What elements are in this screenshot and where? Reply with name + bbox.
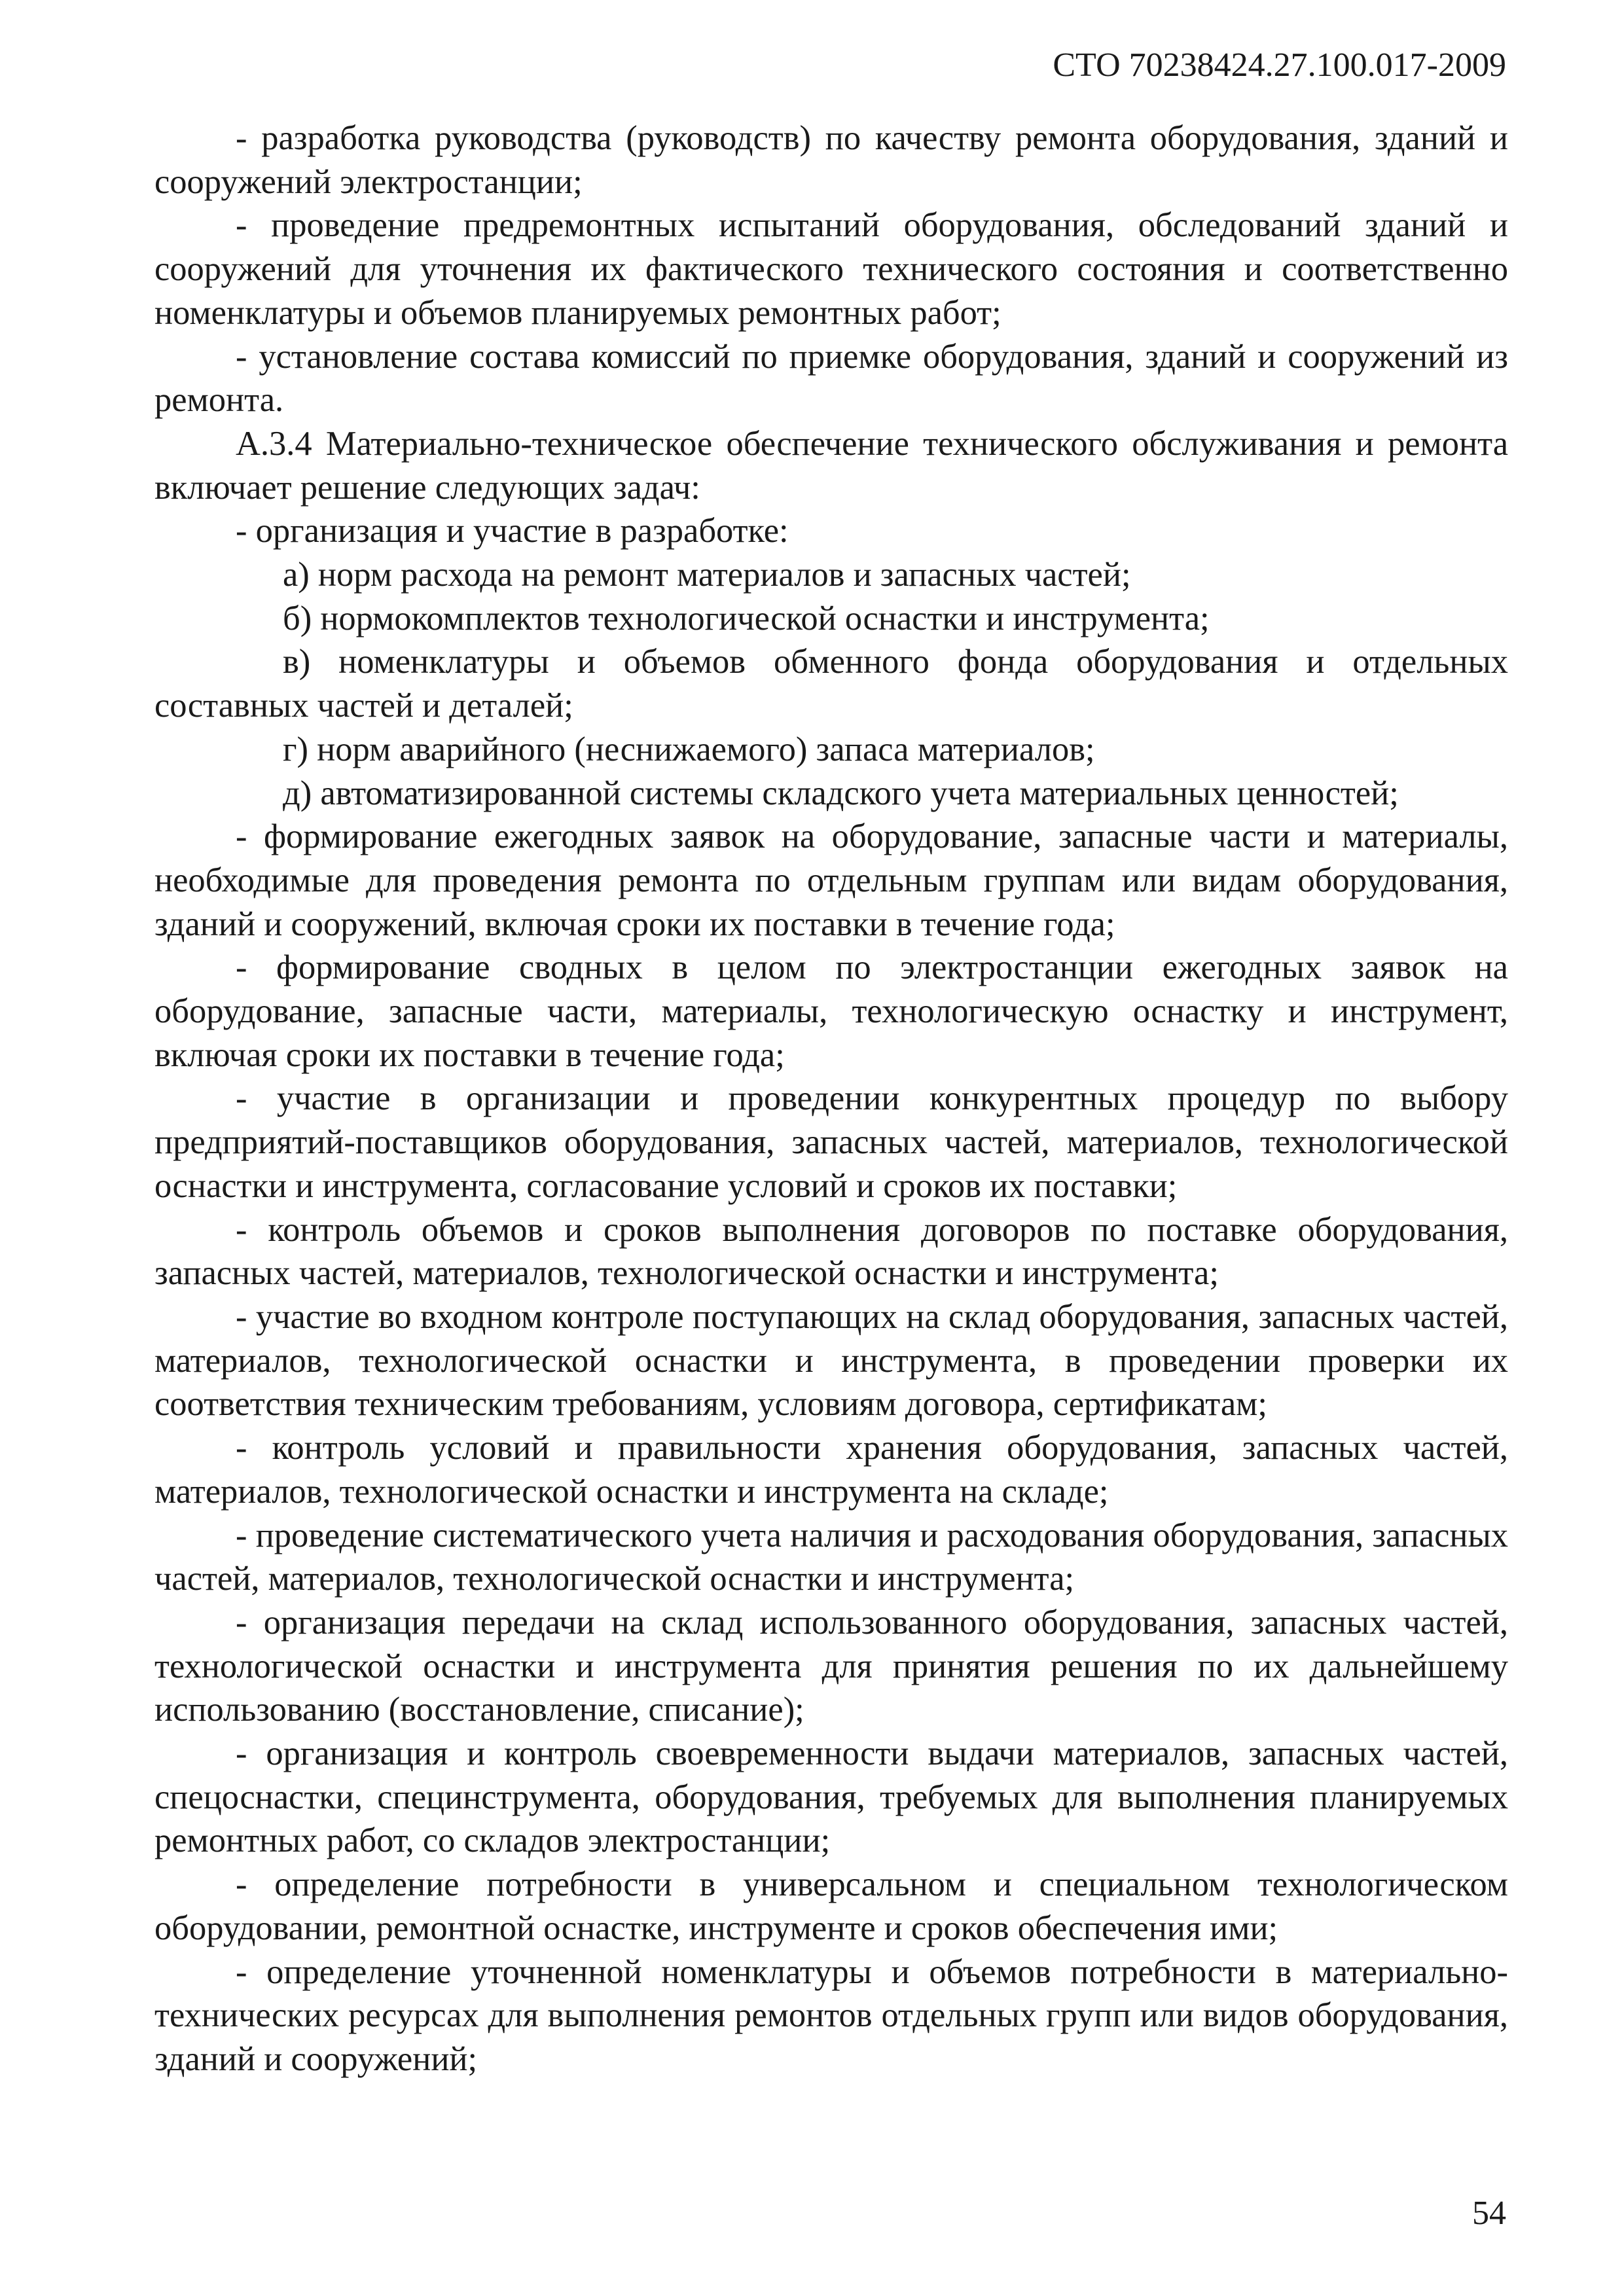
sub-item-g: г) норм аварийного (неснижаемого) запаса материалов; xyxy=(283,730,1095,768)
paragraph-list-item: - проведение систематического учета наличия и расходования оборудования, запасных частей, материалов, технологической оснастки и инструмента; xyxy=(154,1516,1508,1598)
paragraph-list-item: - контроль объемов и сроков выполнения договоров по поставке оборудования, запасных частей, материалов, технологической оснастки и инструмента; xyxy=(154,1210,1508,1293)
document-code-header: СТО 70238424.27.100.017-2009 xyxy=(1053,46,1506,84)
paragraph-list-item: - участие во входном контроле поступающих на склад оборудования, запасных частей, материалов, технологической оснастки и инструмента, в проведении проверки их соответствия техническим требованиям, условиям договора, сертификатам; xyxy=(154,1297,1508,1424)
paragraph-list-item: - участие в организации и проведении конкурентных процедур по выбору предприятий-поставщиков оборудования, запасных частей, материалов, технологической оснастки и инструмента, согласование условий и сроков их поставки; xyxy=(154,1079,1508,1205)
paragraph-list-item: - контроль условий и правильности хранения оборудования, запасных частей, материалов, технологической оснастки и инструмента на складе; xyxy=(154,1429,1508,1511)
sub-item-b: б) нормокомплектов технологической оснастки и инструмента; xyxy=(283,599,1210,637)
paragraph-list-item: - организация и участие в разработке: xyxy=(236,512,789,550)
paragraph-list-item: - формирование ежегодных заявок на оборудование, запасные части и материалы, необходимые для проведения ремонта по отдельным группам или видам оборудования, зданий и сооружений, включая сроки их поставки в течение года; xyxy=(154,817,1508,943)
paragraph-list-item: - организация и контроль своевременности выдачи материалов, запасных частей, спецоснастки, специнструмента, оборудования, требуемых для выполнения планируемых ремонтных работ, со складов электростанции; xyxy=(154,1734,1508,1860)
paragraph-list-item: - определение потребности в универсальном и специальном технологическом оборудовании, ремонтной оснастке, инструменте и сроков обеспечения ими; xyxy=(154,1865,1508,1947)
sub-item-v: в) номенклатуры и объемов обменного фонда оборудования и отдельных составных частей и деталей; xyxy=(154,643,1508,725)
paragraph-list-item: - определение уточненной номенклатуры и объемов потребности в материально-технических ресурсах для выполнения ремонтов отдельных групп или видов оборудования, зданий и сооружений; xyxy=(154,1952,1508,2078)
document-body xyxy=(154,117,1508,2081)
paragraph-list-item: - разработка руководства (руководств) по качеству ремонта оборудования, зданий и сооружений электростанции; xyxy=(154,119,1508,201)
sub-item-a: а) норм расхода на ремонт материалов и запасных частей; xyxy=(283,556,1131,594)
paragraph-list-item: - формирование сводных в целом по электростанции ежегодных заявок на оборудование, запасные части, материалы, технологическую оснастку и инструмент, включая сроки их поставки в течение года; xyxy=(154,948,1508,1074)
sub-item-d: д) автоматизированной системы складского учета материальных ценностей; xyxy=(283,774,1399,812)
section-paragraph-a34: А.3.4 Материально-техническое обеспечение технического обслуживания и ремонта включает решение следующих задач: xyxy=(154,424,1508,507)
paragraph-list-item: - проведение предремонтных испытаний оборудования, обследований зданий и сооружений для уточнения их фактического технического состояния и соответственно номенклатуры и объемов планируемых ремонтных работ; xyxy=(154,206,1508,332)
paragraph-list-item: - установление состава комиссий по приемке оборудования, зданий и сооружений из ремонта. xyxy=(154,337,1508,420)
paragraph-list-item: - организация передачи на склад использованного оборудования, запасных частей, технологической оснастки и инструмента для принятия решения по их дальнейшему использованию (восстановление, списание); xyxy=(154,1603,1508,1729)
page-number: 54 xyxy=(1472,2195,1506,2232)
